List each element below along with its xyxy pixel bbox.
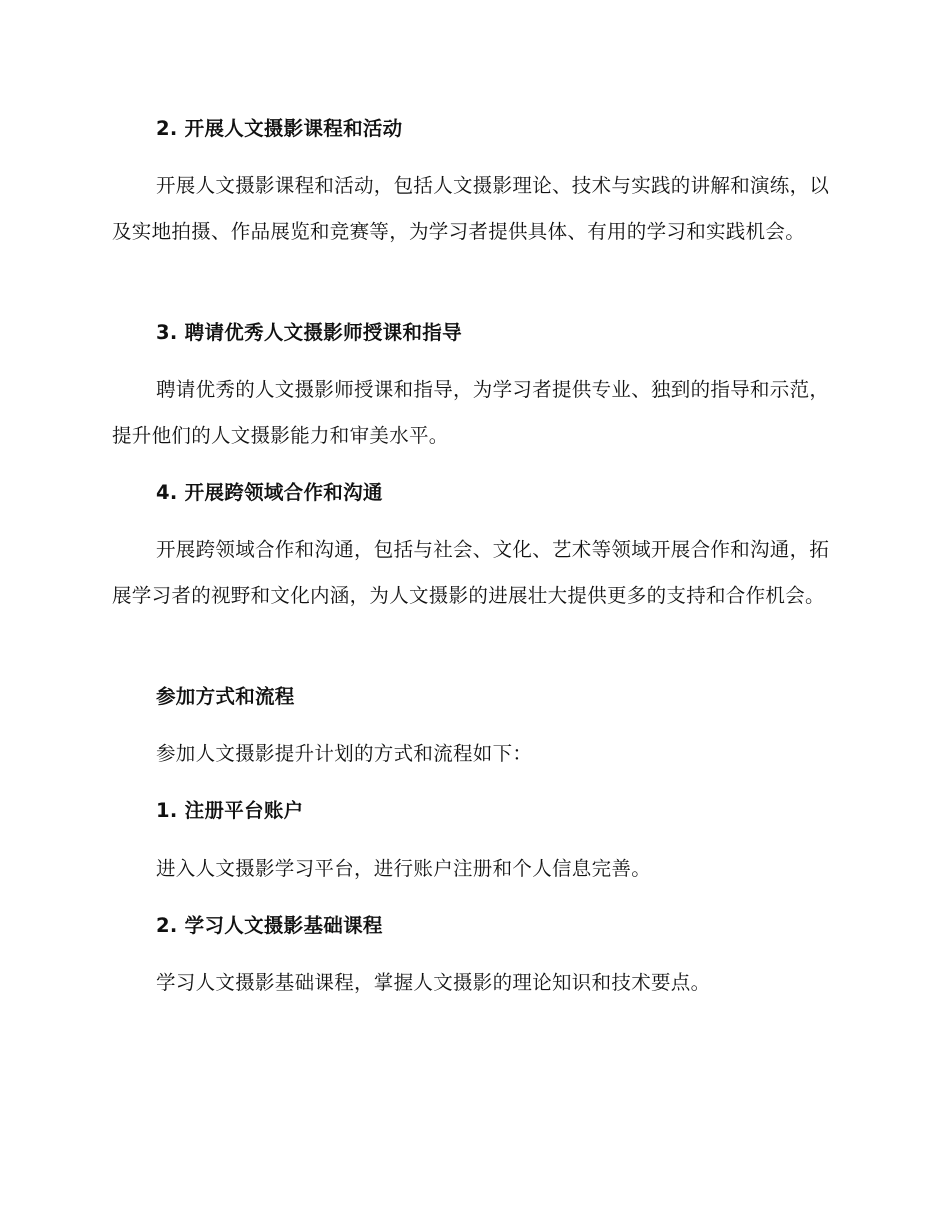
paragraph-basic-course: 学习人文摄影基础课程，掌握人文摄影的理论知识和技术要点。 xyxy=(156,971,711,994)
paragraph-instructors: 聘请优秀的人文摄影师授课和指导，为学习者提供专业、独到的指导和示范，提升他们的人文摄影能力和审美水平。 xyxy=(112,378,830,447)
paragraph-collaboration: 开展跨领域合作和沟通，包括与社会、文化、艺术等领域开展合作和沟通，拓展学习者的视野和文化内涵，为人文摄影的进展壮大提供更多的支持和合作机会。 xyxy=(112,538,830,607)
paragraph-register: 进入人文摄影学习平台，进行账户注册和个人信息完善。 xyxy=(156,857,652,880)
section-heading-instructors: 3. 聘请优秀人文摄影师授课和指导 xyxy=(156,321,462,344)
paragraph-courses: 开展人文摄影课程和活动，包括人文摄影理论、技术与实践的讲解和演练，以及实地拍摄、作品展览和竞赛等，为学习者提供具体、有用的学习和实践机会。 xyxy=(112,174,830,243)
section-heading-courses: 2. 开展人文摄影课程和活动 xyxy=(156,117,403,140)
step-heading-register: 1. 注册平台账户 xyxy=(156,799,304,822)
section-heading-participation: 参加方式和流程 xyxy=(156,685,295,708)
section-heading-collaboration: 4. 开展跨领域合作和沟通 xyxy=(156,481,383,504)
step-heading-basic-course: 2. 学习人文摄影基础课程 xyxy=(156,914,383,937)
paragraph-participation-intro: 参加人文摄影提升计划的方式和流程如下： xyxy=(156,742,533,765)
